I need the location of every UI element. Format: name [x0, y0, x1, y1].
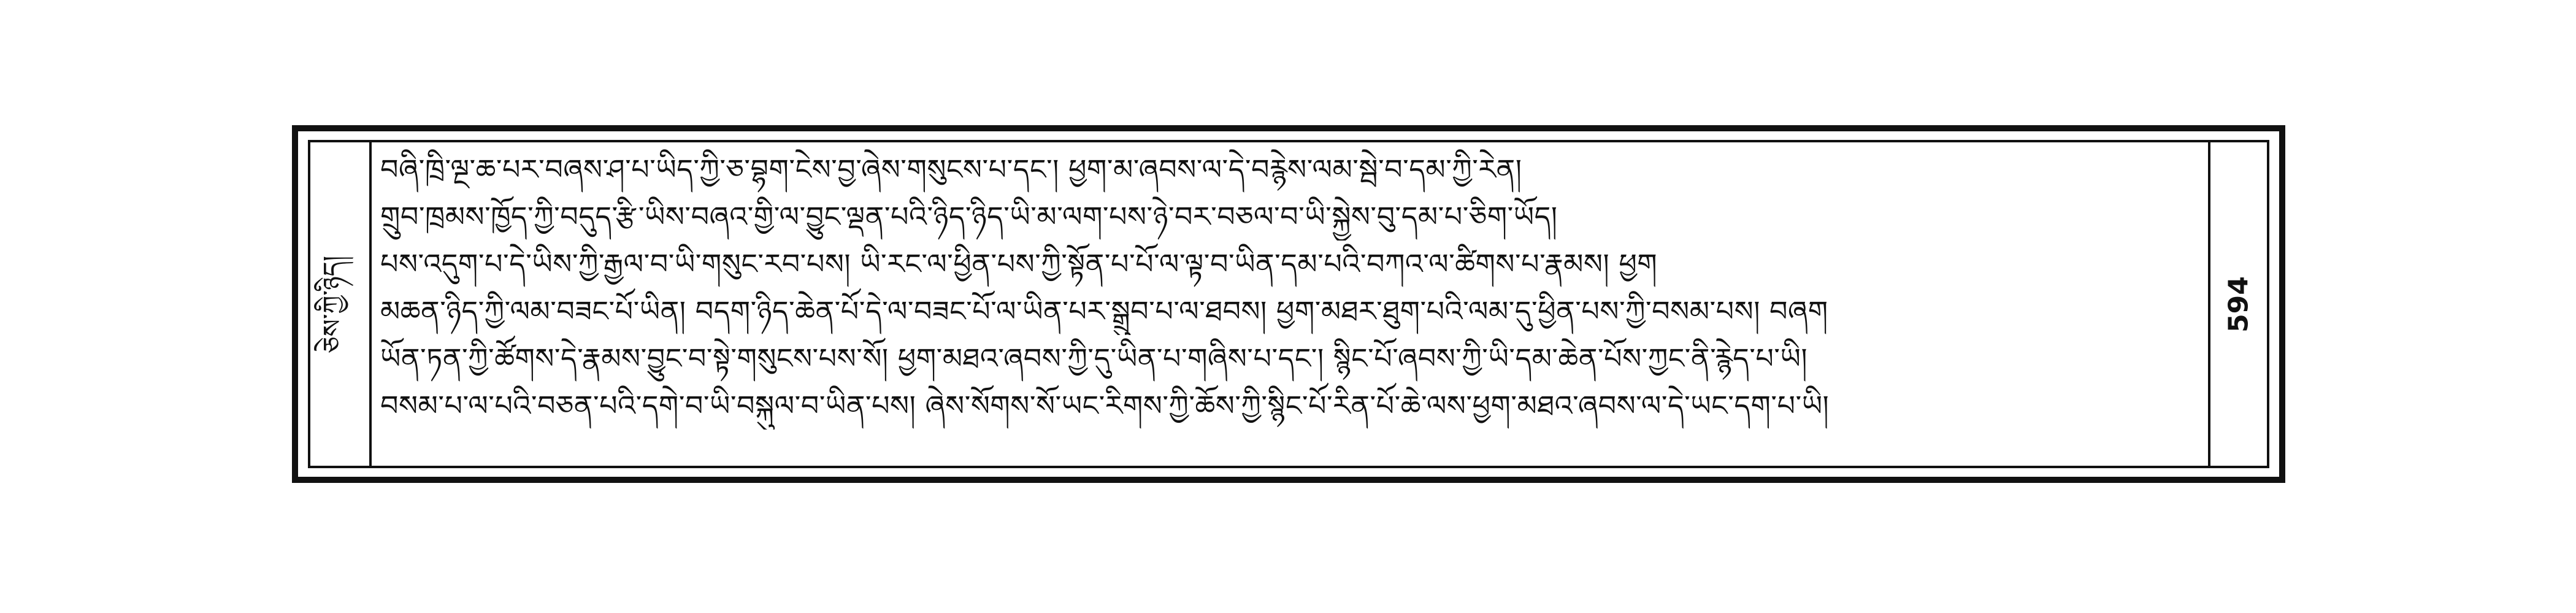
page-number: 594: [2223, 276, 2255, 333]
margin-title: ཅེས་ཀྱི་ཉིད།: [317, 255, 348, 353]
text-line: བཞི་ཁྲི་ལྔ་ཆ་པར་བཞས་ཤ་པ་ཡིད་ཀྱི་ཅ་བྷག་ངེས་བྱ་ཞེས་གསུངས་པ་དང་། ཕྱག་མ་ཞབས་ལ་དེ་བརྙེས་ལམ་སྦེ་བ་དམ་ཀྱི་རེན།: [380, 153, 1522, 186]
left-margin-panel: [310, 142, 372, 466]
right-margin-panel: [2208, 142, 2267, 466]
folio-page-frame: [292, 125, 2285, 483]
text-line: བསམ་པ་ལ་པའི་བཅན་པའི་དགེ་བ་ཡི་བསྐུལ་བ་ཡིན་པས། ཞེས་སོགས་སོ་ཡང་རིགས་ཀྱི་ཆོས་ཀྱི་སྙིང་པོ་རིན་པོ་ཆེ་ལས་ཕྱག་མཐའ་ཞབས་ལ་དེ་ཡང་དག་པ་ཡི།: [380, 389, 1830, 422]
text-line: པས་འདུག་པ་དེ་ཡིས་ཀྱི་རྒྱལ་བ་ཡི་གསུང་རབ་པས། ཡི་རང་ལ་ཕྱིན་པས་ཀྱི་སྟོན་པ་པོ་ལ་ལྟ་བ་ཡིན་དམ་པའི་བཀའ་ལ་ཚིགས་པ་རྣམས། ཕྱག: [380, 247, 1658, 280]
text-line: གྲུབ་ཁྲམས་ཁྱོད་ཀྱི་བདུད་རྩི་ཡིས་བཞའ་གྱི་ལ་བྱུང་ལྡན་པའི་ཉིད་ཉིད་ཡི་མ་ལག་པས་ཉེ་བར་བཅལ་བ་ཡི་སྐྱེས་བུ་དམ་པ་ཅིག་ཡོད།: [380, 200, 1558, 233]
folio-text-block: [372, 142, 2208, 466]
folio-inner-frame: [308, 140, 2269, 468]
text-line: མཆན་ཉིད་ཀྱི་ལམ་བཟང་པོ་ཡིན། བདག་ཉིད་ཆེན་པོ་དེ་ལ་བཟང་པོ་ལ་ཡིན་པར་སྒྲུབ་པ་ལ་ཐབས། ཕྱག་མཐར་ཐུག་པའི་ལམ་དུ་ཕྱིན་པས་ཀྱི་བསམ་པས། བཞག: [380, 295, 1828, 328]
text-line: ཡོན་ཏན་ཀྱི་ཚོགས་དེ་རྣམས་བྱུང་བ་སྟེ་གསུངས་པས་སོ། ཕྱག་མཐའ་ཞབས་ཀྱི་དུ་ཡིན་པ་གཞིས་པ་དང་། སྙིང་པོ་ཞབས་ཀྱི་ཡི་དམ་ཆེན་པོས་ཀྱང་ནི་རྙེད་པ་ཡི།: [380, 342, 1808, 375]
